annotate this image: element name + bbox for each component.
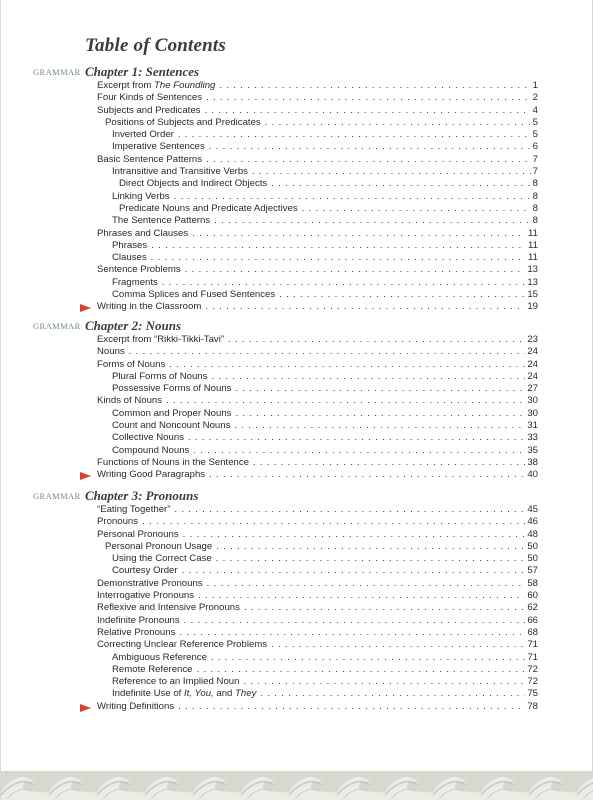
entry-title: Nouns <box>97 346 125 358</box>
entry-title: Remote Reference <box>112 663 193 675</box>
page-number: 24 <box>527 370 538 382</box>
entry-title <box>112 688 256 700</box>
page-number: 8 <box>532 215 538 227</box>
page-number: 11 <box>528 227 538 239</box>
dot-leader <box>219 80 530 92</box>
entry-title: Indefinite Pronouns <box>97 614 180 626</box>
entry-title: Writing in the Classroom <box>97 301 202 313</box>
entry-title: Writing Definitions <box>97 700 175 712</box>
toc-entry <box>1 301 538 313</box>
dot-leader <box>178 701 525 713</box>
page-number: 46 <box>527 516 538 528</box>
entry-title: Inverted Order <box>112 129 174 141</box>
toc-entry <box>1 277 538 289</box>
dot-leader <box>183 529 526 541</box>
toc-entry <box>1 80 538 92</box>
entry-title: Predicate Nouns and Predicate Adjectives <box>119 202 298 214</box>
entry-title: Demonstrative Pronouns <box>97 577 203 589</box>
dot-leader <box>174 504 525 516</box>
toc-entry <box>1 203 538 215</box>
toc-entry <box>1 701 538 713</box>
dot-leader <box>211 371 525 383</box>
toc-entry <box>1 240 538 252</box>
chapter-2-section <box>1 318 593 482</box>
toc-entry <box>1 264 538 276</box>
dot-leader <box>243 676 525 688</box>
toc-entry <box>1 141 538 153</box>
toc-entry <box>1 432 538 444</box>
page-number: 72 <box>527 663 538 675</box>
dot-leader <box>174 191 531 203</box>
page-number: 13 <box>527 264 538 276</box>
chapter-title: Chapter 3: Pronouns <box>85 488 199 503</box>
toc-entry <box>1 469 538 481</box>
entry-title: Phrases <box>112 239 148 251</box>
toc-entry <box>1 676 538 688</box>
entry-title: Relative Pronouns <box>97 626 176 638</box>
toc-entry <box>1 92 538 104</box>
entry-title: Excerpt from “Rikki-Tikki-Tavi” <box>97 334 225 345</box>
dot-leader <box>228 334 525 346</box>
page-number: 15 <box>527 289 538 301</box>
page-number: 38 <box>527 456 538 468</box>
toc-entry <box>1 457 538 469</box>
page-number: 11 <box>528 239 538 251</box>
dot-leader <box>198 590 525 602</box>
dot-leader <box>197 664 526 676</box>
entry-title: Comma Splices and Fused Sentences <box>112 289 276 301</box>
dot-leader <box>162 277 525 289</box>
dot-leader <box>182 565 526 577</box>
dot-leader <box>142 516 525 528</box>
entry-title: Interrogative Pronouns <box>97 590 195 602</box>
entry-title: Positions of Subjects and Predicates <box>105 116 261 128</box>
page-number: 30 <box>527 407 538 419</box>
dot-leader <box>178 129 531 141</box>
red-arrow-icon <box>80 304 91 312</box>
page-number: 66 <box>527 614 538 626</box>
toc-entry <box>1 105 538 117</box>
red-arrow-icon <box>80 472 91 480</box>
toc-entry <box>1 346 538 358</box>
dot-leader <box>129 346 526 358</box>
page-number: 33 <box>527 432 538 444</box>
toc-entry <box>1 565 538 577</box>
toc-entry <box>1 529 538 541</box>
page-number: 48 <box>527 528 538 540</box>
dot-leader <box>235 383 525 395</box>
dot-leader <box>209 141 531 153</box>
toc-entry <box>1 578 538 590</box>
dot-leader <box>252 166 531 178</box>
dot-leader <box>271 178 530 190</box>
entry-title: Kinds of Nouns <box>97 395 163 407</box>
page-number: 4 <box>532 104 538 116</box>
chapter-title: Chapter 2: Nouns <box>85 318 182 333</box>
entry-title: Count and Noncount Nouns <box>112 420 231 432</box>
toc-entry <box>1 602 538 614</box>
entry-title: Pronouns <box>97 516 139 528</box>
entry-title: Personal Pronoun Usage <box>105 540 213 552</box>
dot-leader <box>184 615 526 627</box>
page-number: 1 <box>532 80 538 91</box>
page-number: 24 <box>527 346 538 358</box>
decorative-wave-border <box>1 771 593 800</box>
toc-entries <box>1 80 593 314</box>
toc-entry <box>1 191 538 203</box>
toc-entry <box>1 383 538 395</box>
page-number: 13 <box>527 276 538 288</box>
page-number: 40 <box>527 469 538 481</box>
toc-entry <box>1 117 538 129</box>
toc-entry <box>1 228 538 240</box>
entry-title-italic: It, You, <box>184 688 214 700</box>
section-tag: GRAMMAR <box>33 321 81 331</box>
entry-title: Direct Objects and Indirect Objects <box>119 178 268 190</box>
dot-leader <box>244 602 525 614</box>
page-number: 8 <box>532 202 538 214</box>
dot-leader <box>279 289 525 301</box>
toc-entry <box>1 652 538 664</box>
page-number: 62 <box>527 602 538 614</box>
dot-leader <box>193 445 525 457</box>
page-number: 71 <box>527 639 538 651</box>
toc-entry <box>1 154 538 166</box>
toc-entry <box>1 664 538 676</box>
page-number: 30 <box>527 395 538 407</box>
toc-entry <box>1 371 538 383</box>
dot-leader <box>206 154 531 166</box>
chapter-heading <box>1 318 593 334</box>
page-number: 7 <box>532 153 538 165</box>
chapter-3-section <box>1 488 593 713</box>
page-number: 50 <box>527 540 538 552</box>
dot-leader <box>151 252 526 264</box>
entry-title: Personal Pronouns <box>97 528 179 540</box>
dot-leader <box>211 652 525 664</box>
dot-leader <box>265 117 531 129</box>
entry-title: Basic Sentence Patterns <box>97 153 203 165</box>
page-number: 23 <box>527 334 538 345</box>
toc-entry <box>1 408 538 420</box>
entry-title: Functions of Nouns in the Sentence <box>97 456 249 468</box>
toc-entry <box>1 252 538 264</box>
entry-title: The Sentence Patterns <box>112 215 211 227</box>
dot-leader <box>302 203 531 215</box>
toc-entry <box>1 541 538 553</box>
toc-entry <box>1 420 538 432</box>
page-number: 72 <box>527 676 538 688</box>
toc-entry <box>1 615 538 627</box>
page-number: 7 <box>532 166 538 178</box>
toc-entry <box>1 504 538 516</box>
dot-leader <box>216 541 525 553</box>
entry-title: Forms of Nouns <box>97 358 166 370</box>
toc-entries <box>1 504 593 713</box>
entry-title: “Eating Together” <box>97 504 171 515</box>
entry-title: Ambiguous Reference <box>112 651 207 663</box>
page-title: Table of Contents <box>85 35 226 56</box>
toc-entry <box>1 627 538 639</box>
section-tag: GRAMMAR <box>33 67 81 77</box>
entry-title: Possessive Forms of Nouns <box>112 383 232 395</box>
chapter-title: Chapter 1: Sentences <box>85 64 200 79</box>
dot-leader <box>235 408 525 420</box>
dot-leader <box>216 553 526 565</box>
page-number: 8 <box>532 190 538 202</box>
entry-title: Writing Good Paragraphs <box>97 469 206 481</box>
entry-title: Phrases and Clauses <box>97 227 189 239</box>
chapter-1-section <box>1 64 593 314</box>
chapter-heading <box>1 64 593 80</box>
page-number: 45 <box>527 504 538 515</box>
dot-leader <box>234 420 525 432</box>
entry-title: Correcting Unclear Reference Problems <box>97 639 268 651</box>
dot-leader <box>253 457 525 469</box>
entry-title: Common and Proper Nouns <box>112 407 232 419</box>
page-number: 75 <box>527 688 538 700</box>
page-number: 78 <box>527 700 538 712</box>
chapter-heading <box>1 488 593 504</box>
entry-title: Subjects and Predicates <box>97 104 201 116</box>
entry-title-part: Indefinite Use of <box>112 688 184 700</box>
entry-title: Linking Verbs <box>112 190 170 202</box>
page-number: 5 <box>532 129 538 141</box>
entry-title: Reference to an Implied Noun <box>112 676 240 688</box>
entry-title-italic: They <box>235 688 257 700</box>
dot-leader <box>260 688 525 700</box>
toc-entry <box>1 129 538 141</box>
dot-leader <box>204 105 530 117</box>
dot-leader <box>179 627 525 639</box>
toc-entry <box>1 334 538 346</box>
dot-leader <box>192 228 526 240</box>
entry-title: Compound Nouns <box>112 444 190 456</box>
toc-entries <box>1 334 593 482</box>
entry-title: Collective Nouns <box>112 432 184 444</box>
toc-entry <box>1 516 538 528</box>
page-number: 27 <box>527 383 538 395</box>
toc-entry <box>1 590 538 602</box>
entry-title: Clauses <box>112 252 147 264</box>
dot-leader <box>169 359 525 371</box>
entry-title: Intransitive and Transitive Verbs <box>112 166 248 178</box>
dot-leader <box>206 92 531 104</box>
entry-title: Plural Forms of Nouns <box>112 370 208 382</box>
page-number: 57 <box>527 565 538 577</box>
dot-leader <box>207 578 526 590</box>
page-number: 68 <box>527 626 538 638</box>
entry-title: Four Kinds of Sentences <box>97 92 203 104</box>
page-number: 50 <box>527 553 538 565</box>
entry-title: Fragments <box>112 276 158 288</box>
dot-leader <box>188 432 525 444</box>
page-number: 35 <box>527 444 538 456</box>
page-number: 71 <box>527 651 538 663</box>
toc-entry <box>1 639 538 651</box>
wave-pattern-icon <box>1 771 593 800</box>
page-number: 60 <box>527 590 538 602</box>
toc-entry <box>1 215 538 227</box>
toc-entry <box>1 445 538 457</box>
page-number: 19 <box>527 301 538 313</box>
dot-leader <box>185 264 526 276</box>
dot-leader <box>209 469 525 481</box>
entry-title-part: Excerpt from <box>97 80 155 91</box>
toc-entry <box>1 289 538 301</box>
page-number: 2 <box>532 92 538 104</box>
page-number: 6 <box>532 141 538 153</box>
entry-title: Courtesy Order <box>112 565 178 577</box>
page-number: 31 <box>527 420 538 432</box>
dot-leader <box>214 215 531 227</box>
page-number: 8 <box>532 178 538 190</box>
dot-leader <box>166 395 525 407</box>
entry-title <box>97 80 215 92</box>
entry-title: Imperative Sentences <box>112 141 205 153</box>
entry-title: Using the Correct Case <box>112 553 212 565</box>
section-tag: GRAMMAR <box>33 491 81 501</box>
entry-title: Reflexive and Intensive Pronouns <box>97 602 240 614</box>
dot-leader <box>205 301 525 313</box>
page-number: 58 <box>527 577 538 589</box>
toc-entry <box>1 359 538 371</box>
toc-entry <box>1 553 538 565</box>
page-number: 11 <box>528 252 538 264</box>
toc-entry <box>1 178 538 190</box>
red-arrow-icon <box>80 704 91 712</box>
toc-entry <box>1 395 538 407</box>
dot-leader <box>271 639 525 651</box>
entry-title-part: and <box>213 688 236 700</box>
toc-entry <box>1 166 538 178</box>
dot-leader <box>151 240 526 252</box>
page-number: 5 <box>532 116 538 128</box>
page-number: 24 <box>527 358 538 370</box>
entry-title: Sentence Problems <box>97 264 181 276</box>
entry-title-italic: The Foundling <box>154 80 216 91</box>
toc-entry <box>1 688 538 700</box>
